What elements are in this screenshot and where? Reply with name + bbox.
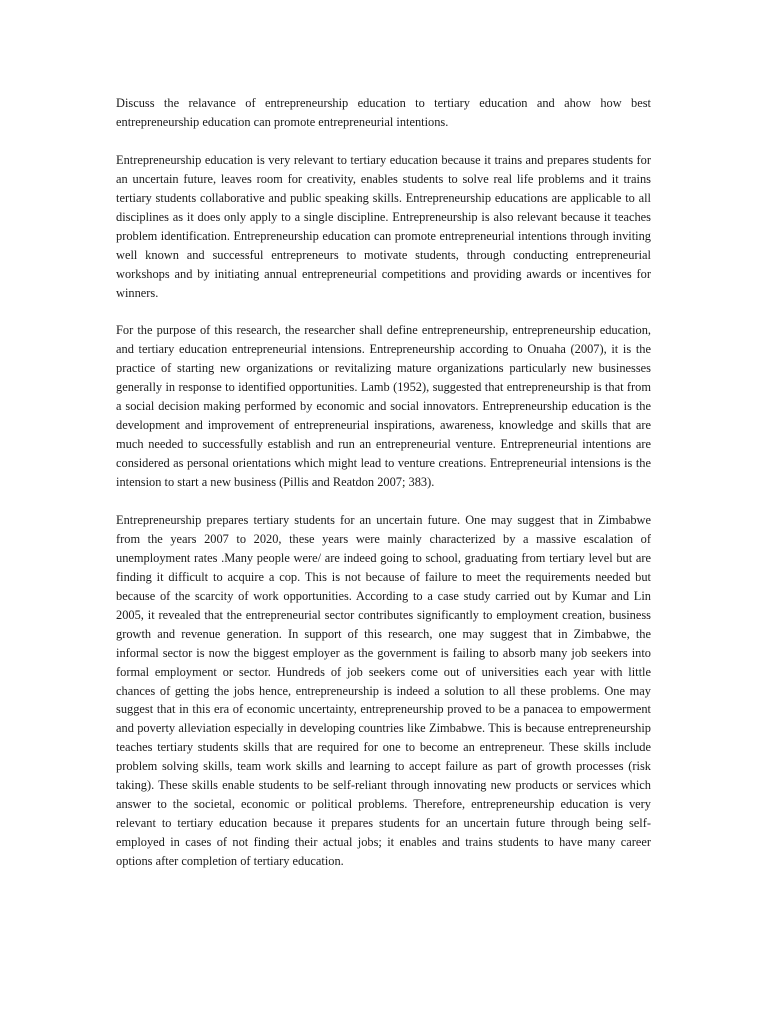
- uncertain-future-paragraph: Entrepreneurship prepares tertiary students for an uncertain future. One may suggest that in Zimbabwe from the years 2007 to 2020, these years were mainly characterized by a massive escalation of unemployment rates .Many people were/ are indeed going to school, graduating from tertiary level but are finding it difficult to acquire a cop. This is not because of failure to meet the requirements needed but because of the scarcity of work opportunities. According to a case study carried out by Kumar and Lin 2005, it revealed that the entrepreneurial sector contributes significantly to employment creation, business growth and revenue generation. In support of this research, one may suggest that in Zimbabwe, the informal sector is now the biggest employer as the government is failing to absorb many job seekers into formal employment or sector. Hundreds of job seekers come out of universities each year with little chances of getting the jobs hence, entrepreneurship is indeed a solution to all these problems. One may suggest that in this era of economic uncertainty, entrepreneurship proved to be a panacea to empowerment and poverty alleviation especially in developing countries like Zimbabwe. This is because entrepreneurship teaches tertiary students skills that are required for one to become an entrepreneur. These skills include problem solving skills, team work skills and learning to accept failure as part of growth processes (risk taking). These skills enable students to be self-reliant through innovating new products or services which answer to the societal, economic or political problems. Therefore, entrepreneurship education is very relevant to tertiary education because it prepares students for an uncertain future through being self-employed in cases of not finding their actual jobs; it enables and trains students to have many career options after completion of tertiary education.: [116, 512, 651, 869]
- definitions-paragraph: For the purpose of this research, the researcher shall define entrepreneurship, entrepreneurship education, and tertiary education entrepreneurial intensions. Entrepreneurship according to Onuaha (2007), it is the practice of starting new organizations or revitalizing mature organizations particularly new businesses generally in response to identified opportunities. Lamb (1952), suggested that entrepreneurship is that from a social decision making performed by economic and social innovators. Entrepreneurship education is the development and improvement of entrepreneurial inspirations, awareness, knowledge and skills that are much needed to successfully establish and run an entrepreneurial venture. Entrepreneurial intentions are considered as personal orientations which might lead to venture creations. Entrepreneurial intensions is the intension to start a new business (Pillis and Reatdon 2007; 383).: [116, 323, 651, 490]
- intro-paragraph: Entrepreneurship education is very relevant to tertiary education because it trains and prepares students for an uncertain future, leaves room for creativity, enables students to solve real life problems and it trains tertiary students collaborative and public speaking skills. Entrepreneurship educations are applicable to all disciplines as it does only apply to a single discipline. Entrepreneurship is also relevant because it teaches problem identification. Entrepreneurship education can promote entrepreneurial intentions through inviting well known and successful entrepreneurs to motivate students, through conducting entrepreneurial workshops and by initiating annual entrepreneurial competitions and providing awards or incentives for winners.: [116, 152, 651, 300]
- question-paragraph: Discuss the relavance of entrepreneurship education to tertiary education and ahow how best entrepreneurship education can promote entrepreneurial intentions.: [116, 96, 651, 129]
